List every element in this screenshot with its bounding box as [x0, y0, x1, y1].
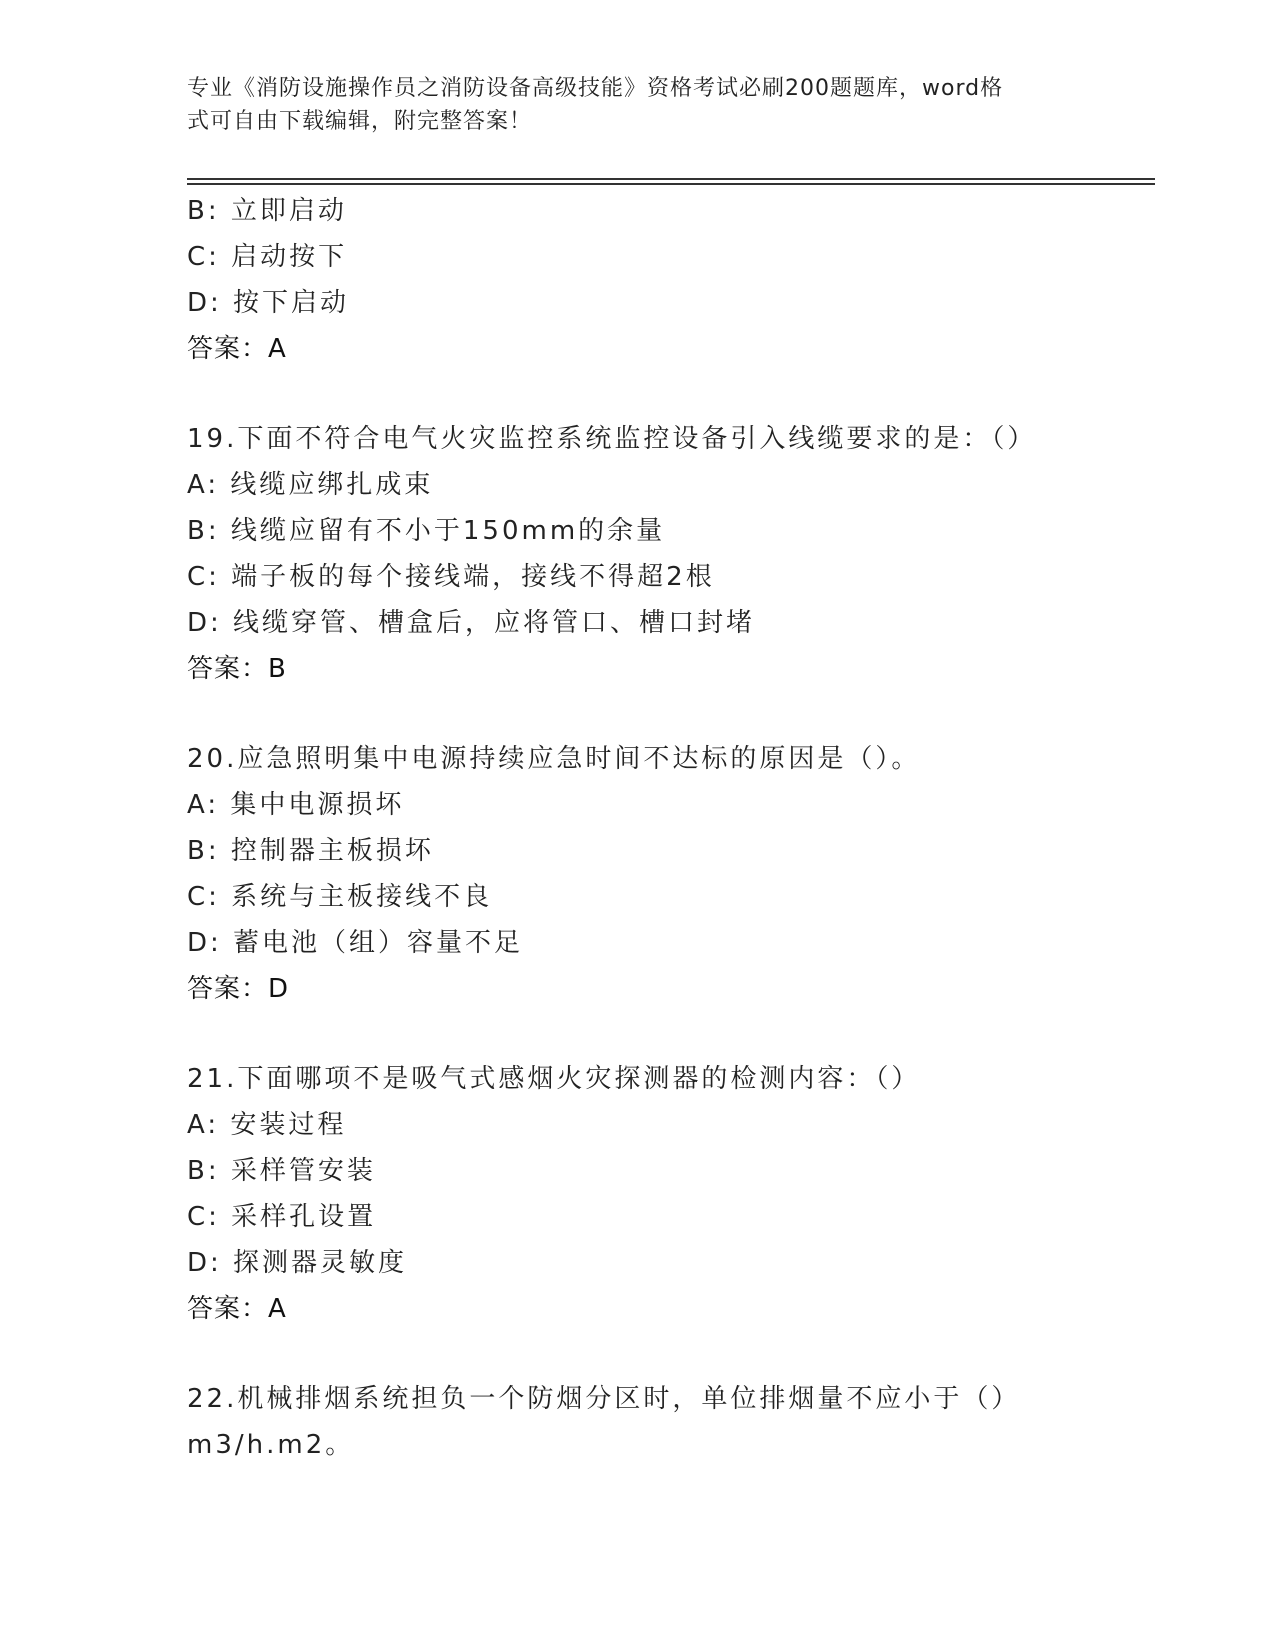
spacer	[187, 372, 1147, 416]
question-list	[187, 188, 1147, 1468]
option-a: A: 集中电源损坏	[187, 790, 405, 820]
question-stem-line-2: m3/h.m2。	[187, 1430, 355, 1460]
answer: 答案：D	[187, 974, 290, 1004]
document-header	[187, 72, 1067, 138]
question-18	[187, 188, 1147, 372]
question-stem: 21.下面哪项不是吸气式感烟火灾探测器的检测内容：（）	[187, 1064, 921, 1094]
option-a: A: 安装过程	[187, 1110, 347, 1140]
answer: 答案：A	[187, 1294, 287, 1324]
option-c: C: 启动按下	[187, 242, 348, 272]
option-b: B: 立即启动	[187, 196, 347, 226]
option-b: B: 采样管安装	[187, 1156, 376, 1186]
option-d: D: 线缆穿管、槽盒后，应将管口、槽口封堵	[187, 608, 756, 638]
option-c: C: 采样孔设置	[187, 1202, 377, 1232]
spacer	[187, 692, 1147, 736]
question-19	[187, 416, 1147, 692]
option-a: A: 线缆应绑扎成束	[187, 470, 434, 500]
answer: 答案：A	[187, 334, 287, 364]
option-c: C: 系统与主板接线不良	[187, 882, 493, 912]
option-d: D: 按下启动	[187, 288, 350, 318]
option-d: D: 蓄电池（组）容量不足	[187, 928, 524, 958]
question-stem: 20.应急照明集中电源持续应急时间不达标的原因是（）。	[187, 744, 921, 774]
header-line-2: 式可自由下载编辑，附完整答案！	[187, 109, 533, 134]
question-stem-line-1: 22.机械排烟系统担负一个防烟分区时，单位排烟量不应小于（）	[187, 1384, 1021, 1414]
question-stem: 19.下面不符合电气火灾监控系统监控设备引入线缆要求的是：（）	[187, 424, 1037, 454]
header-divider-bottom	[187, 183, 1155, 185]
question-20	[187, 736, 1147, 1012]
question-21	[187, 1056, 1147, 1332]
spacer	[187, 1012, 1147, 1056]
header-line-1: 专业《消防设施操作员之消防设备高级技能》资格考试必刷200题题库，word格	[187, 76, 1004, 101]
question-22	[187, 1376, 1147, 1468]
answer: 答案：B	[187, 654, 287, 684]
option-c: C: 端子板的每个接线端，接线不得超2根	[187, 562, 715, 592]
spacer	[187, 1332, 1147, 1376]
option-d: D: 探测器灵敏度	[187, 1248, 408, 1278]
option-b: B: 控制器主板损坏	[187, 836, 434, 866]
option-b: B: 线缆应留有不小于150mm的余量	[187, 516, 666, 546]
header-divider-top	[187, 178, 1155, 180]
